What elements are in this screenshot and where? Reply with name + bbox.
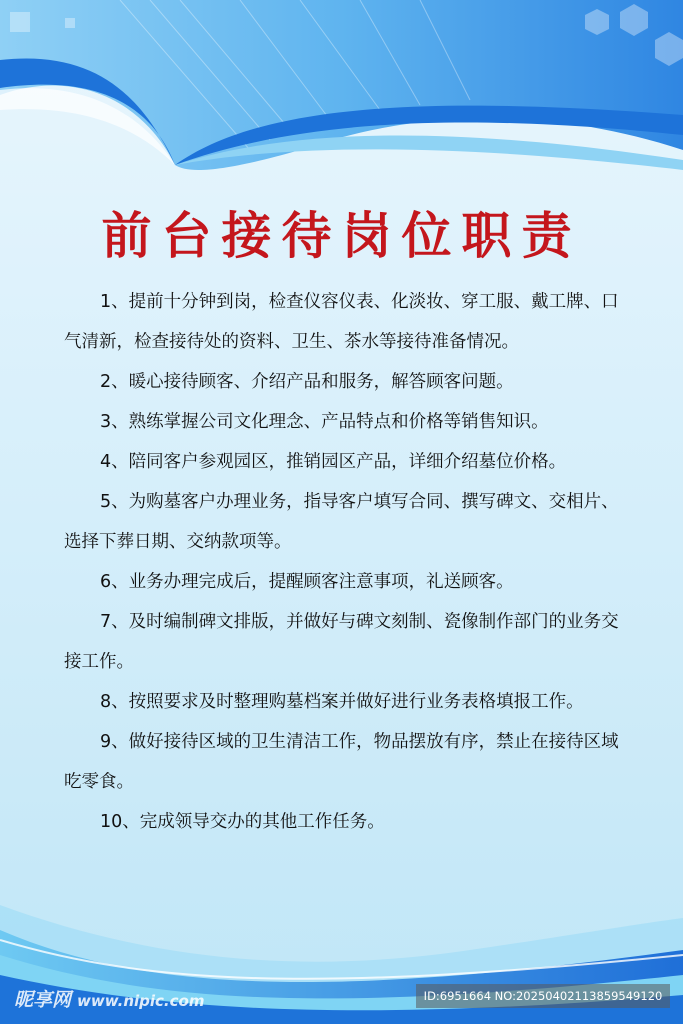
page-title: 前台接待岗位职责 xyxy=(101,206,582,265)
watermark-brand: 昵享网 xyxy=(14,989,72,1011)
list-item: 1、提前十分钟到岗，检查仪容仪表、化淡妆、穿工服、戴工牌、口气清新，检查接待处的资料、卫生、茶水等接待准备情况。 xyxy=(64,292,619,352)
duty-list xyxy=(64,282,628,842)
watermark-logo xyxy=(14,985,204,1012)
image-id-bar: ID:6951664 NO:20250402113859549120 xyxy=(416,984,670,1008)
list-item: 7、及时编制碑文排版，并做好与碑文刻制、瓷像制作部门的业务交接工作。 xyxy=(64,612,619,672)
list-item: 3、熟练掌握公司文化理念、产品特点和价格等销售知识。 xyxy=(100,412,549,432)
list-item: 5、为购墓客户办理业务，指导客户填写合同、撰写碑文、交相片、选择下葬日期、交纳款项等。 xyxy=(64,492,619,552)
list-item: 6、业务办理完成后，提醒顾客注意事项，礼送顾客。 xyxy=(100,572,514,592)
list-item: 9、做好接待区域的卫生清洁工作，物品摆放有序，禁止在接待区域吃零食。 xyxy=(64,732,619,792)
list-item: 8、按照要求及时整理购墓档案并做好进行业务表格填报工作。 xyxy=(100,692,584,712)
watermark-url: www.nipic.com xyxy=(77,992,205,1010)
list-item: 2、暖心接待顾客、介绍产品和服务，解答顾客问题。 xyxy=(100,372,514,392)
list-item: 4、陪同客户参观园区，推销园区产品，详细介绍墓位价格。 xyxy=(100,452,567,472)
list-item: 10、完成领导交办的其他工作任务。 xyxy=(100,812,385,832)
